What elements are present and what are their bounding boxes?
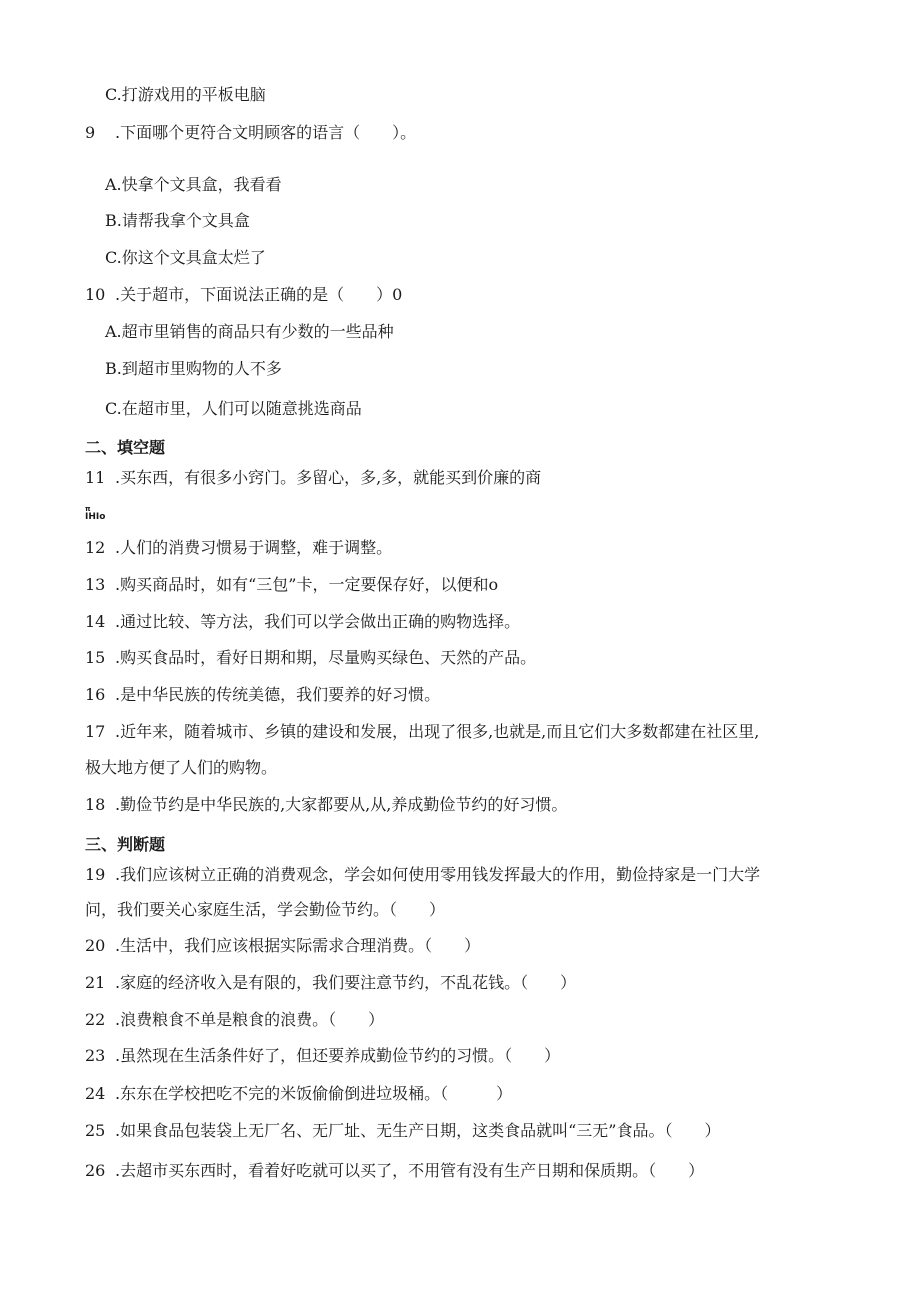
question-number: 11 (85, 468, 106, 487)
question-number: 24 (85, 1084, 106, 1103)
question-14 (85, 611, 520, 633)
question-number: 17 (85, 722, 106, 741)
question-text: .浪费粮食不单是粮食的浪费。（ ） (115, 1010, 385, 1029)
question-number: 22 (85, 1010, 106, 1029)
q9-option-c: C.你这个文具盒太烂了 (105, 248, 266, 267)
question-number: 25 (85, 1121, 106, 1140)
question-text: .虽然现在生活条件好了，但还要养成勤俭节约的习惯。（ ） (115, 1046, 561, 1065)
question-19 (85, 864, 760, 886)
question-text: .人们的消费习惯易于调整，难于调整。 (115, 538, 393, 557)
question-text: .通过比较、等方法，我们可以学会做出正确的购物选择。 (115, 612, 521, 631)
q10-option-b: B.到超市里购物的人不多 (105, 359, 282, 378)
question-number: 21 (85, 973, 106, 992)
question-10 (85, 284, 402, 306)
question-11 (85, 467, 541, 489)
q10-option-c: C.在超市里，人们可以随意挑选商品 (105, 399, 362, 418)
question-23 (85, 1045, 560, 1067)
question-17-continued: 极大地方便了人们的购物。 (85, 758, 278, 777)
question-number: 16 (85, 685, 106, 704)
question-text: .家庭的经济收入是有限的，我们要注意节约，不乱花钱。（ ） (115, 973, 577, 992)
question-26 (85, 1160, 704, 1182)
question-24 (85, 1083, 512, 1105)
question-text: .购买食品时，看好日期和期，尽量购买绿色、天然的产品。 (115, 648, 537, 667)
question-13 (85, 574, 498, 596)
question-number: 20 (85, 936, 106, 955)
question-text: .下面哪个更符合文明顾客的语言（ ）。 (115, 123, 417, 142)
question-text: .关于超市，下面说法正确的是（ ）0 (115, 285, 403, 304)
question-text: .去超市买东西时，看着好吃就可以买了，不用管有没有生产日期和保质期。（ ） (115, 1161, 705, 1180)
q9-option-b: B.请帮我拿个文具盒 (105, 211, 250, 230)
q10-option-a: A.超市里销售的商品只有少数的一些品种 (105, 322, 394, 341)
question-number: 19 (85, 865, 106, 884)
section-title-fill-blank: 二、填空题 (85, 438, 166, 457)
garbled-text-bottom: IHIo (85, 512, 106, 522)
question-number: 10 (85, 285, 106, 304)
question-19-continued: 问，我们要关心家庭生活，学会勤俭节约。（ ） (85, 900, 446, 919)
question-text: .我们应该树立正确的消费观念，学会如何使用零用钱发挥最大的作用，勤俭持家是一门大学 (115, 865, 761, 884)
question-9 (85, 122, 416, 144)
question-16 (85, 684, 440, 706)
question-12 (85, 537, 392, 559)
question-text: .买东西，有很多小窍门。多留心，多,多，就能买到价廉的商 (115, 468, 542, 487)
question-number: 9 (85, 123, 96, 142)
q9-option-a: A.快拿个文具盒，我看看 (105, 175, 282, 194)
question-text: .近年来，随着城市、乡镇的建设和发展，出现了很多,也就是,而且它们大多数都建在社区里, (115, 722, 760, 741)
question-number: 23 (85, 1046, 106, 1065)
question-25 (85, 1120, 720, 1142)
question-text: .购买商品时，如有“三包”卡，一定要保存好，以便和o (115, 575, 499, 594)
question-text: .是中华民族的传统美德，我们要养的好习惯。 (115, 685, 441, 704)
question-text: .勤俭节约是中华民族的,大家都要从,从,养成勤俭节约的好习惯。 (115, 795, 568, 814)
section-title-judgment: 三、判断题 (85, 835, 166, 854)
question-21 (85, 972, 576, 994)
question-number: 14 (85, 612, 106, 631)
question-number: 15 (85, 648, 106, 667)
question-20 (85, 935, 480, 957)
question-number: 26 (85, 1161, 106, 1180)
garbled-text (85, 506, 105, 522)
question-text: .东东在学校把吃不完的米饭偷偷倒进垃圾桶。（ ） (115, 1084, 513, 1103)
q8-option-c: C.打游戏用的平板电脑 (105, 85, 266, 104)
question-18 (85, 794, 567, 816)
question-text: .生活中，我们应该根据实际需求合理消费。（ ） (115, 936, 481, 955)
question-number: 12 (85, 538, 106, 557)
question-17 (85, 721, 759, 743)
garbled-text-top: π (85, 505, 91, 513)
question-number: 13 (85, 575, 106, 594)
question-22 (85, 1009, 384, 1031)
question-text: .如果食品包装袋上无厂名、无厂址、无生产日期，这类食品就叫“三无”食品。（ ） (115, 1121, 721, 1140)
question-number: 18 (85, 795, 106, 814)
question-15 (85, 647, 536, 669)
